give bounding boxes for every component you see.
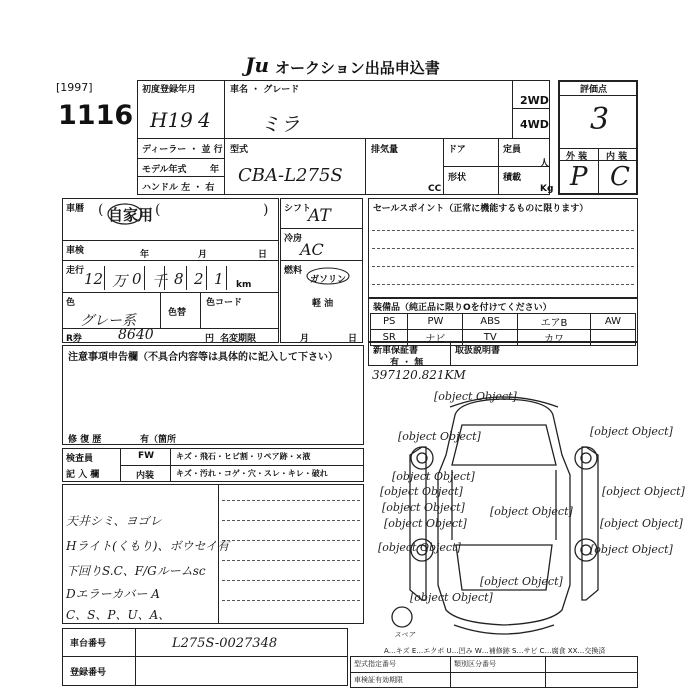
inspector-note: 天井シミ、ヨゴレ	[66, 514, 162, 528]
footer-label: 車検証有効期限	[354, 676, 403, 684]
inspection-day: 日	[258, 250, 268, 260]
doc-title: オークション出品申込書	[275, 59, 440, 77]
footer-label: 類別区分番号	[454, 660, 496, 668]
damage-mark: [object Object]	[380, 485, 463, 498]
equipment-cell: SR	[371, 330, 408, 346]
lot-number: 1116	[58, 100, 134, 131]
inspector-note: C、S、P、U、A、	[66, 608, 171, 622]
mileage-digit: 2	[194, 270, 204, 288]
recycle-label: R券	[66, 334, 82, 344]
rating-value: 3	[590, 102, 610, 137]
mileage-digit: 12	[84, 270, 104, 288]
capacity-label: 定員	[503, 145, 522, 155]
warranty-label: 新車保証書	[373, 346, 419, 356]
two-wd-label: 2WD	[520, 94, 549, 107]
ac-label: 冷房	[284, 234, 303, 244]
recycle-value: 8640	[118, 327, 154, 343]
history-value: 自家用	[108, 206, 154, 224]
exterior-label: 外 装	[566, 152, 588, 162]
name-change-day: 日	[348, 334, 358, 344]
sales-point-label: セールスポイント（正常に機能するものに限ります）	[373, 204, 589, 214]
auction-logo: Ju	[245, 53, 270, 77]
load-label: 積載	[503, 173, 522, 183]
inspector-label: 検査員	[66, 454, 94, 464]
handle-label: ハンドル 左 ・ 右	[142, 183, 215, 193]
mileage-digit: 万	[112, 272, 128, 290]
mileage-label: 走行	[66, 266, 85, 276]
damage-mark: [object Object]	[490, 505, 573, 518]
equipment-cell: PW	[408, 314, 463, 330]
equipment-label: 装備品（純正品に限りOを付けてください）	[373, 303, 552, 313]
history-open: (	[98, 202, 104, 218]
doors-label: ドア	[448, 145, 466, 155]
capacity-unit: 人	[540, 159, 550, 169]
chassis-value: L275S-0027348	[172, 636, 278, 651]
first-registration-month: 4	[198, 108, 211, 132]
repair-history-value: 有（箇所	[140, 435, 177, 445]
rating-label: 評価点	[580, 85, 608, 95]
inspector-note: 下回りS.C、F/Gルームsc	[66, 564, 206, 578]
history-label: 車暦	[66, 204, 85, 214]
fuel-circle-mark	[305, 266, 351, 286]
damage-mark: [object Object]	[398, 430, 481, 443]
chassis-label: 車台番号	[70, 639, 107, 649]
doc-header	[245, 55, 475, 77]
damage-mark: [object Object]	[384, 517, 467, 530]
footer-label: 型式指定番号	[354, 660, 396, 668]
shape-label: 形状	[448, 173, 467, 183]
model-year-unit: 年	[210, 165, 220, 175]
exterior-grade: P	[570, 162, 588, 192]
ac-value: AC	[300, 240, 324, 259]
four-wd-label: 4WD	[520, 118, 549, 131]
manual-label: 取扱説明書	[455, 346, 501, 356]
fuel-diesel: 軽 油	[312, 299, 334, 309]
damage-mark: [object Object]	[590, 543, 673, 556]
recycle-unit: 円	[205, 334, 215, 344]
color-label: 色	[66, 298, 76, 308]
damage-mark: [object Object]	[382, 501, 465, 514]
damage-mark: [object Object]	[392, 470, 475, 483]
equipment-cell: ABS	[463, 314, 518, 330]
displacement-unit: CC	[428, 184, 442, 194]
equipment-cell: PS	[371, 314, 408, 330]
damage-mark: [object Object]	[590, 425, 673, 438]
name-change-month: 月	[300, 334, 310, 344]
fuel-label: 燃料	[284, 266, 303, 276]
damage-mark: [object Object]	[410, 591, 493, 604]
first-registration-era: H19	[150, 108, 193, 132]
interior-grade: C	[610, 162, 630, 192]
fw-label: FW	[138, 451, 155, 461]
equipment-cell: TV	[463, 330, 518, 346]
notes-label: 注意事項申告欄（不具合内容等は具体的に記入して下さい）	[68, 352, 338, 363]
car-name-value: ミラ	[260, 112, 300, 136]
damage-mark: [object Object]	[480, 575, 563, 588]
model-value: CBA-L275S	[238, 165, 343, 186]
equipment-row	[371, 314, 636, 330]
name-change-label: 名変期限	[220, 334, 257, 344]
entry-label: 記 入 欄	[66, 470, 100, 480]
model-year-bracket: [1997]	[56, 81, 93, 94]
shift-value: AT	[308, 206, 331, 226]
mileage-digit: 0	[132, 270, 142, 288]
equipment-cell: AW	[590, 314, 635, 330]
spare-label: スペア	[394, 631, 415, 639]
interior-entry-text: キズ・汚れ・コゲ・穴・スレ・キレ・破れ	[176, 469, 328, 478]
equipment-cell: カワ	[518, 330, 591, 346]
shift-label: シフト	[284, 204, 312, 214]
color-change-label: 色替	[168, 308, 187, 318]
first-registration-label: 初度登録年月	[142, 85, 197, 95]
car-name-label: 車名 ・ グレード	[230, 85, 300, 95]
model-label: 型式	[230, 145, 249, 155]
equipment-cell: エアB	[518, 314, 591, 330]
inspector-note: Dエラーカバー A	[66, 587, 160, 601]
damage-mark: [object Object]	[434, 390, 517, 403]
inspector-note: Hライト(くもり)、ボウセイ有	[66, 539, 230, 553]
registration-label: 登録番号	[70, 668, 107, 678]
color-code-label: 色コード	[206, 298, 243, 308]
fw-text: キズ・飛石・ヒビ割・リペア跡・×液	[176, 452, 311, 461]
damage-legend: A…キズ E…エクボ U…凹み W…補修跡 S…サビ C…腐食 XX…交換済	[384, 647, 606, 655]
inspector-notes-box	[62, 484, 364, 624]
interior-label: 内 装	[606, 152, 628, 162]
inspection-month: 月	[198, 250, 208, 260]
history-paren-open: (	[155, 202, 161, 218]
damage-mark: [object Object]	[378, 541, 461, 554]
damage-mark: [object Object]	[600, 517, 683, 530]
mileage-digit: 千	[152, 272, 168, 290]
mileage-unit: km	[236, 280, 252, 290]
interior-entry-label: 内装	[136, 471, 155, 481]
repair-history-label: 修 復 歴	[68, 435, 102, 445]
mileage-digit: 1	[214, 270, 224, 288]
color-value: グレー系	[80, 313, 136, 329]
fuel-gasoline: ガソリン	[310, 275, 347, 285]
car-damage-diagram	[370, 385, 685, 645]
inspection-year: 年	[140, 250, 150, 260]
displacement-label: 排気量	[371, 145, 399, 155]
history-circle-mark	[107, 202, 143, 226]
mileage-digit: 8	[174, 270, 184, 288]
load-unit: Kg	[540, 184, 554, 194]
history-paren-close: )	[263, 202, 269, 218]
equipment-cell: ナビ	[408, 330, 463, 346]
dealer-label: ディーラー ・ 並 行	[142, 145, 223, 155]
inspection-label: 車検	[66, 246, 85, 256]
model-year-label: モデル年式	[142, 165, 187, 175]
warranty-value: 有 ・ 無	[390, 358, 424, 368]
mileage-note: 397120.821KM	[372, 368, 466, 382]
damage-mark: [object Object]	[602, 485, 685, 498]
